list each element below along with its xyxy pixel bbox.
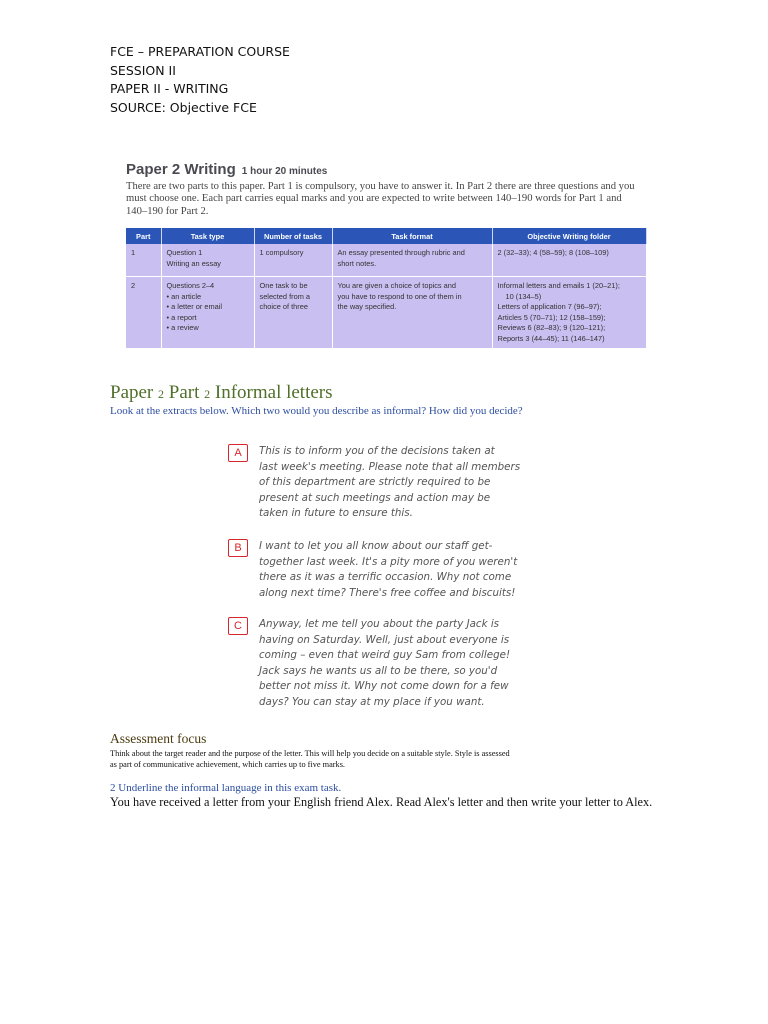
paper-title: Paper 2 Writing — [126, 161, 236, 178]
table-header-row — [126, 228, 646, 244]
exam-task-text: You have received a letter from your English friend Alex. Read Alex's letter and then write your letter to Alex. — [110, 795, 653, 809]
cell-writing-folder: 2 (32–33); 4 (58–59); 8 (108–109) — [492, 244, 646, 277]
document-header — [110, 43, 290, 117]
extract-label: B — [228, 539, 248, 557]
extract-text: This is to inform you of the decisions taken at last week's meeting. Please note that all members of this department are strictly required to be present at such meetings and action may be taken in future to ensure this. — [259, 445, 521, 520]
extract-a — [228, 444, 538, 522]
extract-b — [228, 539, 538, 601]
paper-duration: 1 hour 20 minutes — [241, 166, 328, 177]
header-writing-folder: Objective Writing folder — [492, 228, 646, 244]
paper-label: PAPER II - WRITING — [110, 81, 229, 96]
extract-c — [228, 617, 538, 711]
extract-text: Anyway, let me tell you about the party Jack is having on Saturday. Well, just about everyone is coming – even that weird guy Sam from college! Jack says he wants us all to be there, so you'd better not miss it. Why not come down for a few days? You can stay at my place if you want. — [259, 618, 511, 708]
extract-label: A — [228, 444, 248, 462]
extract-text: I want to let you all know about our staff get- together last week. It's a pity more of you weren't there as it was a terrific occasion. Why not come along next time? There's free coffee and biscuits! — [259, 540, 518, 599]
cell-part: 1 — [126, 244, 161, 277]
excerpt-intro: There are two parts to this paper. Part 1 is compulsory, you have to answer it. In Part 2 there are three questions and you must choose one. Each part carries equal marks and you are expected to write between 140–190 words for Part 1 and 140–190 for Part 2. — [126, 181, 635, 217]
question-1: Look at the extracts below. Which two would you describe as informal? How did you decide? — [110, 405, 523, 417]
session-label: SESSION II — [110, 62, 176, 78]
table-row — [126, 244, 646, 277]
cell-task-format: You are given a choice of topics and you have to respond to one of them in the way specified. — [332, 277, 492, 349]
header-task-format: Task format — [332, 228, 492, 244]
question-2: 2 Underline the informal language in this exam task. — [110, 782, 342, 794]
header-task-type: Task type — [161, 228, 254, 244]
source-label: SOURCE: Objective FCE — [110, 99, 257, 115]
cell-number-of-tasks: 1 compulsory — [254, 244, 332, 277]
cell-task-format: An essay presented through rubric and short notes. — [332, 244, 492, 277]
cell-writing-folder: Informal letters and emails 1 (20–21); 10 (134–5) Letters of application 7 (96–97); Articles 5 (70–71); 12 (158–159); Reviews 6 (82–83); 9 (120–121); Reports 3 (44–45); 11 (146–147) — [492, 277, 646, 349]
extract-label: C — [228, 617, 248, 635]
cell-task-type: Question 1 Writing an essay — [161, 244, 254, 277]
book-excerpt — [125, 158, 646, 348]
cell-part: 2 — [126, 277, 161, 349]
cell-number-of-tasks: One task to be selected from a choice of three — [254, 277, 332, 349]
course-title: FCE – PREPARATION COURSE — [110, 44, 290, 59]
excerpt-title — [126, 161, 327, 179]
section-heading: Paper 2 Part 2 Informal letters — [110, 382, 333, 403]
paper-structure-table — [126, 228, 647, 348]
header-number-of-tasks: Number of tasks — [254, 228, 332, 244]
header-part: Part — [126, 228, 161, 244]
table-row — [126, 277, 646, 349]
cell-task-type: Questions 2–4 • an article • a letter or email • a report • a review — [161, 277, 254, 349]
assessment-heading: Assessment focus — [110, 731, 207, 746]
assessment-text: Think about the target reader and the purpose of the letter. This will help you decide on a suitable style. Style is assessed as part of communicative achievement, which carries up to five marks. — [110, 749, 510, 769]
